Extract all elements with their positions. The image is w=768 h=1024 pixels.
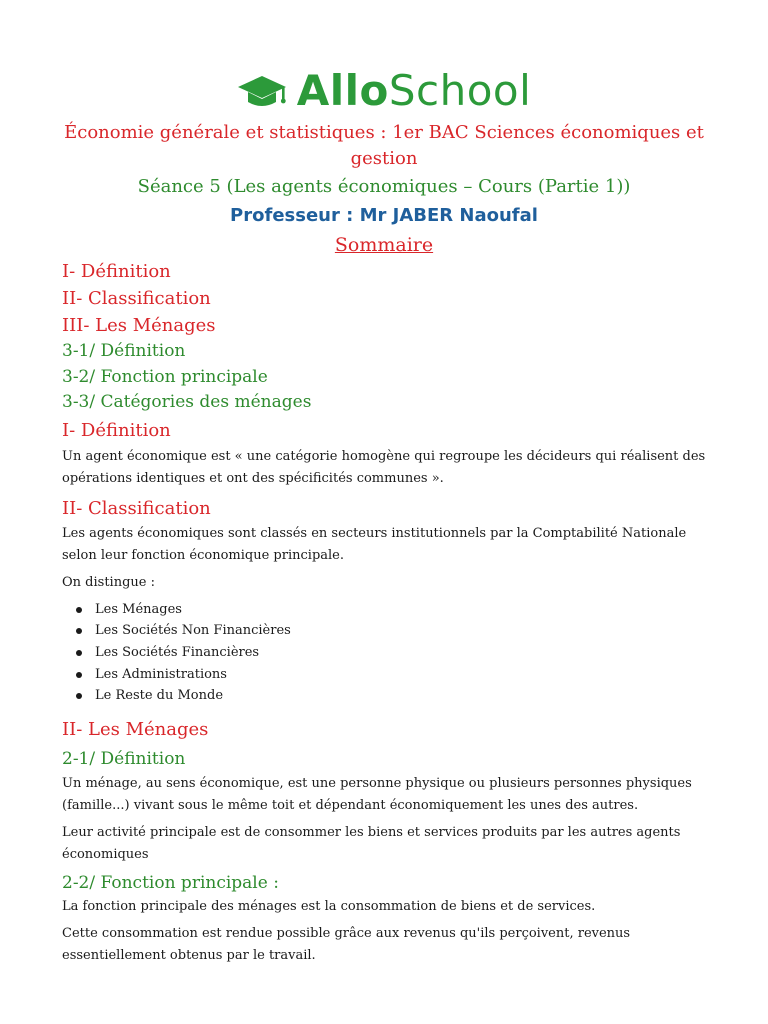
bullet-icon xyxy=(76,650,82,656)
list-item xyxy=(76,642,712,664)
bullet-icon xyxy=(76,693,82,699)
list-item-text: Les Sociétés Financières xyxy=(95,644,260,660)
paragraph: Cette consommation est rendue possible grâce aux revenus qu'ils perçoivent, revenus essentiellement obtenus par le travail. xyxy=(62,926,631,964)
section-heading: II- Classification xyxy=(62,497,211,519)
paragraph: Un ménage, au sens économique, est une personne physique ou plusieurs personnes physiques (famille...) vivant sous le même toit et dépendant économiquement les unes des autres. xyxy=(62,776,692,814)
table-of-contents xyxy=(62,258,712,416)
paragraph: Un agent économique est « une catégorie homogène qui regroupe les décideurs qui réalisent des opérations identiques et ont des spécificités communes ». xyxy=(62,448,706,486)
list-item xyxy=(76,664,712,686)
toc-subitem: 3-3/ Catégories des ménages xyxy=(62,392,312,412)
logo-inner xyxy=(237,66,532,115)
toc-item: I- Définition xyxy=(62,261,171,282)
bullet-list xyxy=(62,599,712,708)
bullet-icon xyxy=(76,628,82,634)
paragraph: La fonction principale des ménages est la consommation de biens et de services. xyxy=(62,899,596,915)
list-item-text: Les Ménages xyxy=(95,601,182,617)
bullet-icon xyxy=(76,672,82,678)
alloschool-logo[interactable] xyxy=(0,66,768,116)
list-item xyxy=(76,620,712,642)
list-item-text: Les Sociétés Non Financières xyxy=(95,623,291,639)
section-heading: II- Les Ménages xyxy=(62,719,209,741)
list-item-text: Les Administrations xyxy=(95,666,227,682)
sommaire-heading: Sommaire xyxy=(334,234,434,256)
professor-name: Professeur : Mr JABER Naoufal xyxy=(230,205,538,226)
seance-subtitle: Séance 5 (Les agents économiques – Cours (Partie 1)) xyxy=(137,176,631,197)
logo-text-school: School xyxy=(388,66,532,115)
list-item-text: Le Reste du Monde xyxy=(95,688,224,704)
section-heading: I- Définition xyxy=(62,419,171,441)
list-item xyxy=(76,685,712,707)
logo-text-allo: Allo xyxy=(296,66,389,115)
toc-item: III- Les Ménages xyxy=(62,315,216,336)
subsection-heading: 2-2/ Fonction principale : xyxy=(62,873,279,894)
bullet-icon xyxy=(76,607,82,613)
paragraph: On distingue : xyxy=(62,574,155,590)
document-title: Économie générale et statistiques : 1er BAC Sciences économiques et gestion xyxy=(64,122,704,169)
subsection-heading: 2-1/ Définition xyxy=(62,749,186,770)
logo-text xyxy=(296,66,532,115)
paragraph: Les agents économiques sont classés en secteurs institutionnels par la Comptabilité Nationale selon leur fonction économique principale. xyxy=(62,525,687,563)
document-content xyxy=(62,258,712,972)
toc-subitem: 3-2/ Fonction principale xyxy=(62,366,268,387)
toc-subitem: 3-1/ Définition xyxy=(62,341,186,361)
paragraph: Leur activité principale est de consommer les biens et services produits par les autres agents économiques xyxy=(62,825,681,863)
toc-item: II- Classification xyxy=(62,288,211,309)
graduation-cap-icon xyxy=(237,73,297,109)
list-item xyxy=(76,599,712,621)
